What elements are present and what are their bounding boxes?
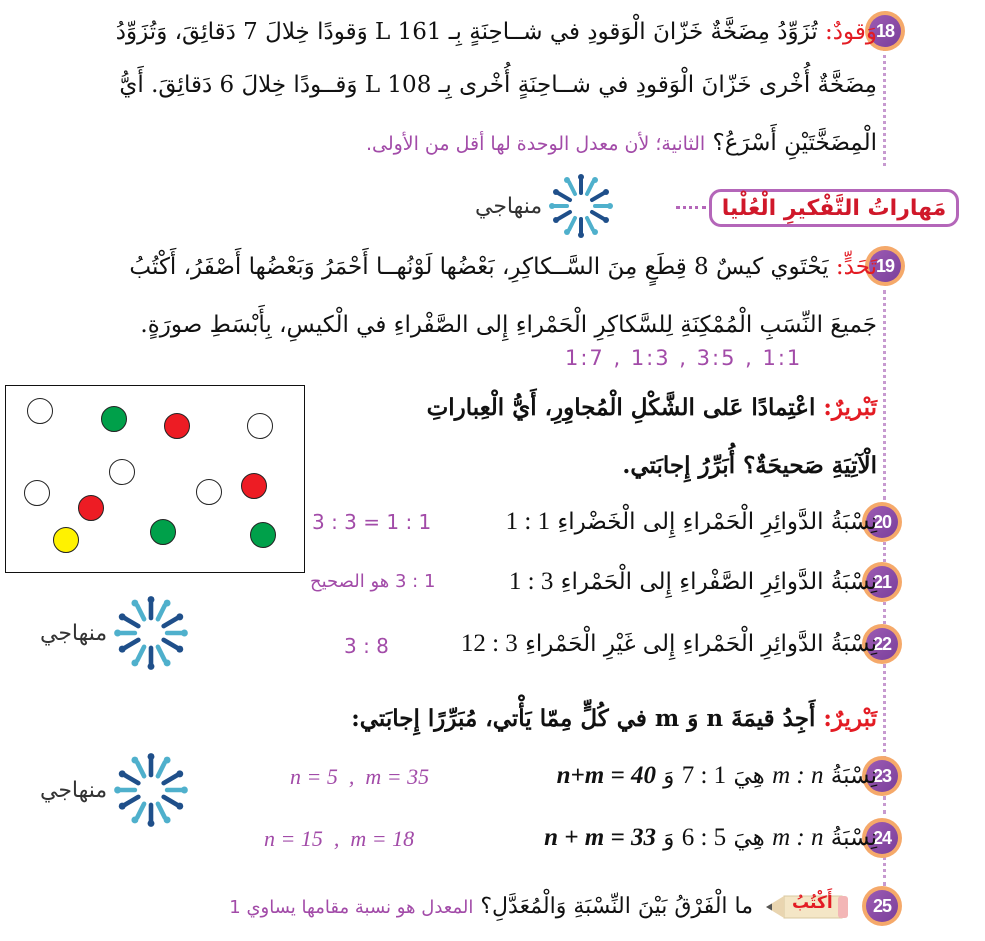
logo-text: منهاجي xyxy=(40,620,108,646)
nm-question-24: نِسْبَةُ m : n هِيَ 5 : 6 وَ n + m = 33 xyxy=(544,824,877,851)
circle-white xyxy=(109,459,135,485)
question-18-line-3: الْمِضَخَّتَيْنِ أَسْرَعُ؟ الثانية؛ لأن معدل الوحدة لها أقل من الأولى. xyxy=(365,130,877,156)
justify-block-line-2: الْآتِيَةِ صَحيحَةٌ؟ أُبَرِّرُ إِجابَتي. xyxy=(622,452,877,479)
logo-icon xyxy=(113,595,189,671)
question-number-badge: 18 xyxy=(865,11,905,51)
question-number-badge: 23 xyxy=(862,756,902,796)
connector-line xyxy=(883,290,886,500)
connector-line xyxy=(883,664,886,760)
question-number-badge: 24 xyxy=(862,818,902,858)
connector-line xyxy=(883,602,886,624)
justify-block-line-1: تَبْريرٌ: اعْتِمادًا عَلى الشَّكْلِ الْمُجاوِرِ، أَيُّ الْعِباراتِ xyxy=(426,394,877,421)
logo xyxy=(40,752,189,828)
circle-white xyxy=(27,398,53,424)
logo-icon xyxy=(113,752,189,828)
section-header: مَهاراتُ التَّفْكيرِ الْعُلْيا xyxy=(709,189,959,227)
answer-text: 1:7 , 1:3 , 3:5 , 1:1 xyxy=(565,346,803,370)
logo xyxy=(475,173,614,239)
circle-white xyxy=(247,413,273,439)
connector-line xyxy=(883,796,886,814)
question-19-line-2: جَميعَ النِّسَبِ الْمُمْكِنَةِ لِلسَّكاكِرِ الْحَمْراءِ إِلى الصَّفْراءِ في الْكيسِ، بِأَبْسَطِ صورَةٍ. xyxy=(140,312,877,338)
write-tag: أَكْتُبُ xyxy=(792,893,833,913)
write-question-line: ما الْفَرْقُ بَيْنَ النِّسْبَةِ وَالْمُعَدَّلِ؟ المعدل هو نسبة مقامها يساوي 1 xyxy=(229,894,753,919)
question-number-badge: 19 xyxy=(865,246,905,286)
answer-text: الثانية؛ لأن معدل الوحدة لها أقل من الأولى. xyxy=(365,133,706,155)
header-dots xyxy=(676,206,706,209)
circles-figure xyxy=(5,385,305,573)
circle-green xyxy=(150,519,176,545)
question-number-badge: 21 xyxy=(862,562,902,602)
answer-text: 3 : 3 = 1 : 1 xyxy=(312,510,432,534)
circle-white xyxy=(196,479,222,505)
connector-line xyxy=(883,856,886,886)
circle-white xyxy=(24,480,50,506)
logo-icon xyxy=(548,173,614,239)
logo xyxy=(40,595,189,671)
circle-green xyxy=(250,522,276,548)
circle-red xyxy=(164,413,190,439)
circle-green xyxy=(101,406,127,432)
question-number-badge: 22 xyxy=(862,624,902,664)
answer-text: n = 5 , m = 35 xyxy=(290,764,430,789)
statement-21: نِسْبَةُ الدَّوائِرِ الصَّفْراءِ إِلى الْحَمْراءِ 3 : 1 xyxy=(508,568,877,595)
circle-red xyxy=(241,473,267,499)
answer-text: المعدل هو نسبة مقامها يساوي 1 xyxy=(229,897,474,918)
answer-text: 1 : 3 هو الصحيح xyxy=(310,571,436,592)
question-tag: تَبْريرٌ: xyxy=(823,394,877,421)
question-tag: وَقودٌ: xyxy=(825,19,877,45)
answer-text: n = 15 , m = 18 xyxy=(264,826,415,851)
question-19-line-1: تَحَدٍّ: يَحْتَوي كيسٌ 8 قِطَعٍ مِنَ السَّــكاكِرِ، بَعْضُها لَوْنُهــا أَحْمَرُ وَبَعْضُها أَصْفَرُ، أَكْتُبُ xyxy=(129,254,877,280)
answer-text: 3 : 8 xyxy=(344,634,389,658)
statement-20: نِسْبَةُ الدَّوائِرِ الْحَمْراءِ إِلى الْخَضْراءِ 1 : 1 xyxy=(505,508,877,535)
nm-question-23: نِسْبَةُ m : n هِيَ 1 : 7 وَ n+m = 40 xyxy=(556,762,877,789)
logo-text: منهاجي xyxy=(40,777,108,803)
question-number-badge: 25 xyxy=(862,886,902,926)
justify-block-2: تَبْريرٌ: أَجِدُ قيمَةَ n وَ m في كُلٍّ مِمّا يَأْتي، مُبَرِّرًا إِجابَتي: xyxy=(351,705,877,732)
connector-line xyxy=(883,48,886,166)
circle-yellow xyxy=(53,527,79,553)
question-tag: تَحَدٍّ: xyxy=(835,254,877,280)
connector-line xyxy=(883,542,886,562)
question-tag: تَبْريرٌ: xyxy=(823,705,877,732)
circle-red xyxy=(78,495,104,521)
statement-22: نِسْبَةُ الدَّوائِرِ الْحَمْراءِ إِلى غَيْرِ الْحَمْراءِ 3 : 12 xyxy=(460,630,877,657)
question-18-line-1: وَقودٌ: تُزَوِّدُ مِضَخَّةٌ خَزّانَ الْوَقودِ في شــاحِنَةٍ بِـ L 161 وَقودًا خِلالَ 7 دَقائِقَ، وَتُزَوِّدُ xyxy=(115,19,877,45)
question-number-badge: 20 xyxy=(862,502,902,542)
question-18-line-2: مِضَخَّةٌ أُخْرى خَزّانَ الْوَقودِ في شــاحِنَةٍ أُخْرى بِـ L 108 وَقــودًا خِلالَ 6 دَقائِقَ. أَيُّ xyxy=(119,72,877,98)
logo-text: منهاجي xyxy=(475,193,543,219)
